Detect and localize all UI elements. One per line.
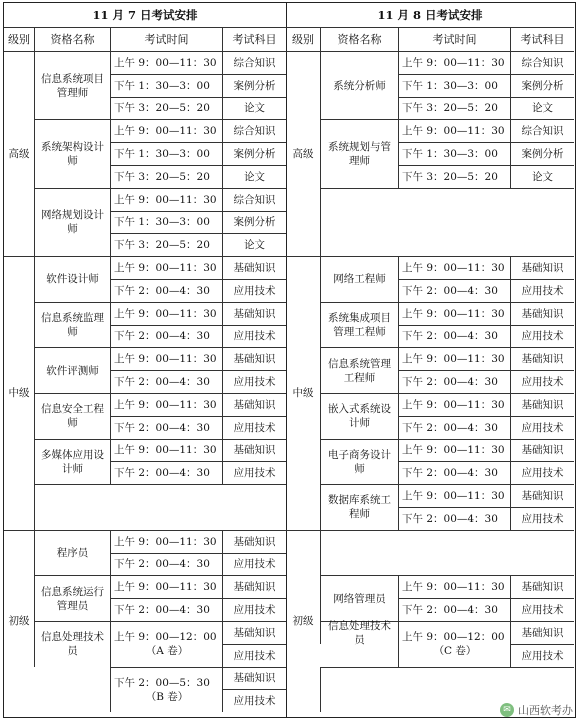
watermark bbox=[500, 702, 573, 718]
watermark-text: 山西软考办 bbox=[518, 704, 573, 717]
day1-subject: 应用技术 bbox=[222, 461, 286, 484]
day2-subject: 论文 bbox=[510, 97, 574, 120]
day2-subject: 基础知识 bbox=[510, 393, 574, 416]
day2-time: 下午 3：20—5：20 bbox=[398, 165, 510, 188]
day1-header-time: 考试时间 bbox=[110, 27, 222, 51]
day1-subject: 基础知识 bbox=[222, 530, 286, 553]
day1-subject: 应用技术 bbox=[222, 598, 286, 621]
day1-time: 下午 3：20—5：20 bbox=[110, 233, 222, 256]
day1-subject: 综合知识 bbox=[222, 188, 286, 211]
day1-time: 上午 9：00—11：30 bbox=[110, 530, 222, 553]
day2-qualification: 网络工程师 bbox=[320, 256, 398, 302]
day2-subject: 基础知识 bbox=[510, 302, 574, 325]
day1-header-qualification: 资格名称 bbox=[34, 27, 110, 51]
day2-subject: 基础知识 bbox=[510, 621, 574, 644]
day1-subject: 应用技术 bbox=[222, 325, 286, 348]
day2-subject: 基础知识 bbox=[510, 347, 574, 370]
day1-title: 11 月 7 日考试安排 bbox=[92, 8, 198, 22]
time-text: 下午 2：00—5：30 bbox=[114, 676, 210, 689]
day2-qualification: 嵌入式系统设计师 bbox=[320, 393, 398, 439]
day1-time: 上午 9：00—11：30 bbox=[110, 302, 222, 325]
day1-subject: 基础知识 bbox=[222, 256, 286, 279]
day2-time: 上午 9：00—11：30 bbox=[398, 51, 510, 74]
day2-subject: 论文 bbox=[510, 165, 574, 188]
day2-qualification: 系统规划与管理师 bbox=[320, 119, 398, 187]
day1-subject: 应用技术 bbox=[222, 370, 286, 393]
time-text: 上午 9：00—12：00 bbox=[402, 631, 505, 644]
day2-header-subject: 考试科目 bbox=[510, 27, 574, 51]
day1-subject: 应用技术 bbox=[222, 279, 286, 302]
day2-qualification: 信息处理技术员 bbox=[320, 621, 398, 644]
exam-schedule-table bbox=[3, 2, 576, 718]
day2-empty-senior bbox=[320, 188, 574, 256]
day1-time: 下午 2：00—4：30 bbox=[110, 279, 222, 302]
day1-qualification: 程序员 bbox=[34, 530, 110, 576]
day2-qualification: 数据库系统工程师 bbox=[320, 484, 398, 530]
day1-qualification: 软件评测师 bbox=[34, 347, 110, 393]
day1-qualification: 网络规划设计师 bbox=[34, 188, 110, 256]
day1-time: 上午 9：00—11：30 bbox=[110, 188, 222, 211]
day1-subject: 基础知识 bbox=[222, 347, 286, 370]
day2-qualification: 系统集成项目管理工程师 bbox=[320, 302, 398, 348]
day1-header-subject: 考试科目 bbox=[222, 27, 286, 51]
day2-time: 下午 2：00—4：30 bbox=[398, 461, 510, 484]
day1-time: 下午 1：30—3：00 bbox=[110, 74, 222, 97]
day2-subject: 基础知识 bbox=[510, 575, 574, 598]
day1-subject: 论文 bbox=[222, 97, 286, 120]
day1-subject: 基础知识 bbox=[222, 393, 286, 416]
day2-time: 下午 2：00—4：30 bbox=[398, 370, 510, 393]
day1-time: 下午 1：30—3：00 bbox=[110, 211, 222, 234]
day2-time: 下午 3：20—5：20 bbox=[398, 97, 510, 120]
day2-time: 下午 2：00—4：30 bbox=[398, 279, 510, 302]
day2-time: 下午 2：00—4：30 bbox=[398, 325, 510, 348]
day1-qualification: 信息安全工程师 bbox=[34, 393, 110, 439]
day2-header-level: 级别 bbox=[286, 27, 320, 51]
paper-label: （A 卷） bbox=[145, 645, 189, 658]
day2-subject: 基础知识 bbox=[510, 256, 574, 279]
day1-subject: 应用技术 bbox=[222, 689, 286, 712]
day1-qualification: 多媒体应用设计师 bbox=[34, 439, 110, 485]
day1-time: 下午 3：20—5：20 bbox=[110, 97, 222, 120]
day2-time: 下午 2：00—4：30 bbox=[398, 416, 510, 439]
wechat-icon: ✉ bbox=[500, 703, 514, 717]
day2-time: 上午 9：00—11：30 bbox=[398, 484, 510, 507]
day1-time: 下午 2：00—4：30 bbox=[110, 325, 222, 348]
day1-time: 上午 9：00—11：30 bbox=[110, 51, 222, 74]
day1-time: 上午 9：00—11：30 bbox=[110, 347, 222, 370]
day1-subject: 论文 bbox=[222, 165, 286, 188]
day1-time: 上午 9：00—11：30 bbox=[110, 393, 222, 416]
day1-qualification: 软件设计师 bbox=[34, 256, 110, 302]
day2-qualification: 电子商务设计师 bbox=[320, 439, 398, 485]
day2-time bbox=[398, 621, 510, 667]
day2-time: 下午 2：00—4：30 bbox=[398, 598, 510, 621]
day1-time: 下午 2：00—4：30 bbox=[110, 553, 222, 576]
day1-time: 下午 2：00—4：30 bbox=[110, 461, 222, 484]
day2-time: 下午 1：30—3：00 bbox=[398, 74, 510, 97]
day2-qualification: 系统分析师 bbox=[320, 51, 398, 119]
day2-subject: 基础知识 bbox=[510, 484, 574, 507]
day2-time: 上午 9：00—11：30 bbox=[398, 575, 510, 598]
day2-empty-junior bbox=[320, 530, 574, 576]
day2-level-mid: 中级 bbox=[286, 256, 320, 530]
day2-subject: 应用技术 bbox=[510, 644, 574, 667]
day2-header-time: 考试时间 bbox=[398, 27, 510, 51]
paper-label: （B 卷） bbox=[145, 690, 189, 703]
day1-time: 上午 9：00—11：30 bbox=[110, 439, 222, 462]
day1-time: 下午 1：30—3：00 bbox=[110, 142, 222, 165]
day1-time: 上午 9：00—11：30 bbox=[110, 119, 222, 142]
day2-time: 上午 9：00—11：30 bbox=[398, 347, 510, 370]
day2-time: 上午 9：00—11：30 bbox=[398, 256, 510, 279]
day2-subject: 综合知识 bbox=[510, 51, 574, 74]
day2-qualification: 网络管理员 bbox=[320, 575, 398, 621]
day2-qualification: 信息系统管理工程师 bbox=[320, 347, 398, 393]
day1-time bbox=[110, 667, 222, 713]
day2-header-qualification: 资格名称 bbox=[320, 27, 398, 51]
day1-level-junior: 初级 bbox=[4, 530, 34, 712]
day2-time: 下午 1：30—3：00 bbox=[398, 142, 510, 165]
day2-subject: 基础知识 bbox=[510, 439, 574, 462]
day2-subject: 应用技术 bbox=[510, 325, 574, 348]
day1-subject: 综合知识 bbox=[222, 119, 286, 142]
day1-subject: 应用技术 bbox=[222, 644, 286, 667]
day1-time: 下午 2：00—4：30 bbox=[110, 416, 222, 439]
day1-time: 下午 2：00—4：30 bbox=[110, 598, 222, 621]
paper-label: （C 卷） bbox=[433, 645, 477, 658]
day1-time: 下午 3：20—5：20 bbox=[110, 165, 222, 188]
day1-qualification: 系统架构设计师 bbox=[34, 119, 110, 187]
day1-subject: 基础知识 bbox=[222, 667, 286, 690]
day1-qualification: 信息系统项目管理师 bbox=[34, 51, 110, 119]
day2-subject: 应用技术 bbox=[510, 279, 574, 302]
day2-subject: 案例分析 bbox=[510, 142, 574, 165]
time-text: 上午 9：00—12：00 bbox=[114, 631, 217, 644]
day1-header-level: 级别 bbox=[4, 27, 34, 51]
day2-subject: 应用技术 bbox=[510, 461, 574, 484]
day1-qualification: 信息系统运行管理员 bbox=[34, 575, 110, 621]
day1-time: 下午 2：00—4：30 bbox=[110, 370, 222, 393]
day2-subject: 应用技术 bbox=[510, 370, 574, 393]
day1-subject: 应用技术 bbox=[222, 416, 286, 439]
day1-subject: 综合知识 bbox=[222, 51, 286, 74]
day2-level-junior: 初级 bbox=[286, 530, 320, 712]
day1-qualification: 信息处理技术员 bbox=[34, 621, 110, 667]
day2-time: 上午 9：00—11：30 bbox=[398, 302, 510, 325]
day1-subject: 论文 bbox=[222, 233, 286, 256]
day1-subject: 基础知识 bbox=[222, 575, 286, 598]
day1-time: 上午 9：00—11：30 bbox=[110, 575, 222, 598]
day2-subject: 案例分析 bbox=[510, 74, 574, 97]
day2-level-senior: 高级 bbox=[286, 51, 320, 256]
day1-time bbox=[110, 621, 222, 667]
day1-subject: 基础知识 bbox=[222, 302, 286, 325]
day2-time: 上午 9：00—11：30 bbox=[398, 393, 510, 416]
day1-subject: 案例分析 bbox=[222, 74, 286, 97]
day2-time: 下午 2：00—4：30 bbox=[398, 507, 510, 530]
day2-time: 上午 9：00—11：30 bbox=[398, 119, 510, 142]
day1-subject: 基础知识 bbox=[222, 439, 286, 462]
day2-subject: 应用技术 bbox=[510, 507, 574, 530]
day1-subject: 案例分析 bbox=[222, 211, 286, 234]
day1-subject: 案例分析 bbox=[222, 142, 286, 165]
day2-title: 11 月 8 日考试安排 bbox=[377, 8, 483, 22]
day1-subject: 基础知识 bbox=[222, 621, 286, 644]
day1-time: 上午 9：00—11：30 bbox=[110, 256, 222, 279]
day1-level-senior: 高级 bbox=[4, 51, 34, 256]
day2-time: 上午 9：00—11：30 bbox=[398, 439, 510, 462]
day1-empty-row bbox=[34, 484, 286, 530]
day2-subject: 应用技术 bbox=[510, 598, 574, 621]
day1-level-mid: 中级 bbox=[4, 256, 34, 530]
day1-qualification: 信息系统监理师 bbox=[34, 302, 110, 348]
day2-subject: 应用技术 bbox=[510, 416, 574, 439]
day2-subject: 综合知识 bbox=[510, 119, 574, 142]
day1-subject: 应用技术 bbox=[222, 553, 286, 576]
